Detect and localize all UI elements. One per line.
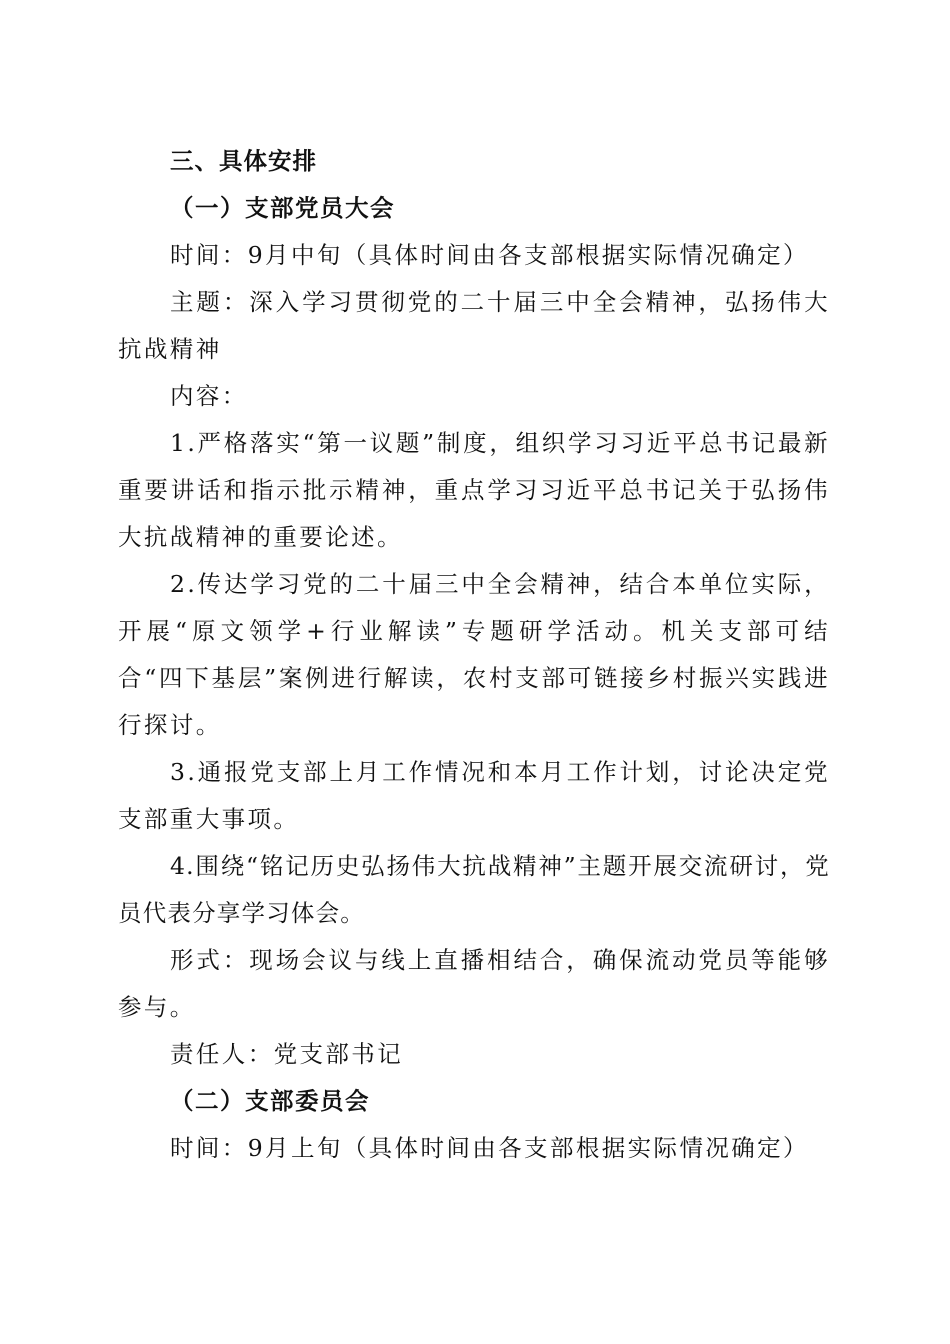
content-item-1: 1.严格落实“第一议题”制度，组织学习习近平总书记最新重要讲话和指示批示精神，重点学习习近平总书记关于弘扬伟大抗战精神的重要论述。 bbox=[118, 429, 830, 551]
content-item-2: 2.传达学习党的二十届三中全会精神，结合本单位实际，开展“原文领学+行业解读”专题研学活动。机关支部可结合“四下基层”案例进行解读，农村支部可链接乡村振兴实践进行探讨。 bbox=[118, 570, 830, 739]
part2-title: （二）支部委员会 bbox=[170, 1087, 370, 1115]
section-title: 三、具体安排 bbox=[170, 147, 317, 175]
part1-responsible: 责任人：党支部书记 bbox=[170, 1040, 404, 1068]
part2-time: 时间：9月上旬（具体时间由各支部根据实际情况确定） bbox=[170, 1134, 809, 1162]
part1-title: （一）支部党员大会 bbox=[170, 194, 395, 222]
content-item-4: 4.围绕“铭记历史弘扬伟大抗战精神”主题开展交流研讨，党员代表分享学习体会。 bbox=[118, 852, 830, 927]
document-body bbox=[118, 138, 830, 1172]
part1-time: 时间：9月中旬（具体时间由各支部根据实际情况确定） bbox=[170, 241, 809, 269]
part1-content-label: 内容： bbox=[170, 382, 248, 410]
content-item-3: 3.通报党支部上月工作情况和本月工作计划，讨论决定党支部重大事项。 bbox=[118, 758, 830, 833]
part1-form: 形式：现场会议与线上直播相结合，确保流动党员等能够参与。 bbox=[118, 946, 830, 1021]
part1-theme: 主题：深入学习贯彻党的二十届三中全会精神，弘扬伟大抗战精神 bbox=[118, 288, 830, 363]
